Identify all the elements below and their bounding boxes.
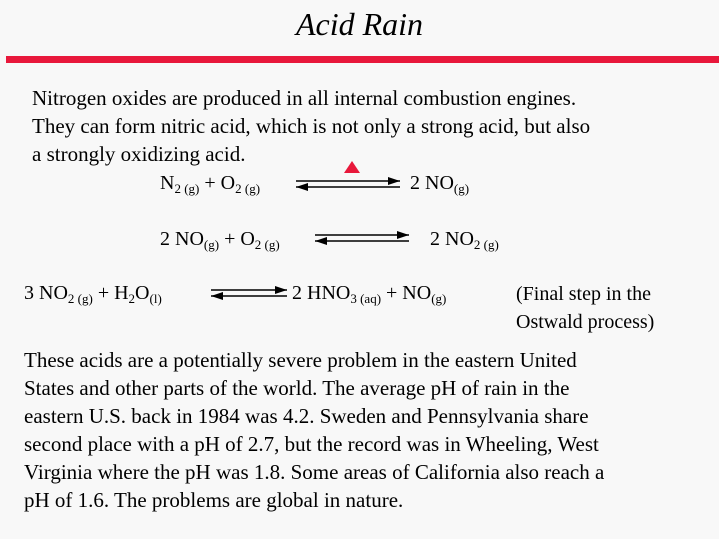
- heat-triangle-icon: [343, 160, 361, 174]
- outro-line: States and other parts of the world. The average pH of rain in the: [24, 376, 570, 400]
- intro-line: Nitrogen oxides are produced in all internal combustion engines.: [32, 86, 577, 110]
- formula-subscript: (g): [431, 291, 447, 306]
- formula-subscript: 2 (g): [174, 181, 200, 196]
- intro-line: a strongly oxidizing acid.: [32, 142, 246, 166]
- outro-line: These acids are a potentially severe problem in the eastern United: [24, 348, 577, 372]
- ostwald-note: [516, 280, 654, 336]
- formula-subscript: (l): [149, 291, 162, 306]
- reaction2-products: 2 $NO_{2 (g)}$: [430, 228, 499, 252]
- equilibrium-arrow-icon: [294, 176, 402, 192]
- formula-subscript: (g): [453, 181, 470, 196]
- formula-subscript: 2 (g): [67, 291, 93, 306]
- formula-subscript: 2 (g): [254, 237, 280, 252]
- reaction1-products: 2 $NO_{(g)}$: [410, 172, 470, 196]
- outro-line: second place with a pH of 2.7, but the record was in Wheeling, West: [24, 432, 599, 456]
- reaction2-reactants: 2 $NO_{(g)} + O_{2 (g)}$: [160, 228, 280, 252]
- reaction3-products: 2 $HNO_{3 (aq)} + NO_{(g)}$: [292, 282, 447, 306]
- formula-subscript: 2: [128, 291, 136, 306]
- page-title: Acid Rain: [295, 6, 424, 42]
- formula-subscript: 2 (g): [235, 181, 261, 196]
- outro-paragraph: [24, 346, 604, 514]
- intro-line: They can form nitric acid, which is not only a strong acid, but also: [32, 114, 591, 138]
- reaction1-reactants: $N_{2 (g)} + O_{2 (g)}$: [160, 172, 261, 196]
- intro-paragraph: [32, 84, 590, 168]
- formula-subscript: 3 (aq): [350, 291, 382, 306]
- reaction3-reactants: 3 $NO_{2 (g)} + H_2O_{(l)}$: [24, 282, 162, 306]
- equilibrium-arrow-icon: [209, 285, 289, 301]
- note-line: Ostwald process): [516, 311, 655, 333]
- formula-subscript: 2 (g): [473, 237, 499, 252]
- outro-line: Virginia where the pH was 1.8. Some areas of California also reach a: [24, 460, 605, 484]
- formula-subscript: (g): [203, 237, 220, 252]
- equilibrium-arrow-icon: [313, 230, 411, 246]
- title-underline: [6, 56, 719, 63]
- outro-line: eastern U.S. back in 1984 was 4.2. Sweden and Pennsylvania share: [24, 404, 589, 428]
- note-line: (Final step in the: [516, 283, 651, 305]
- outro-line: pH of 1.6. The problems are global in nature.: [24, 488, 404, 512]
